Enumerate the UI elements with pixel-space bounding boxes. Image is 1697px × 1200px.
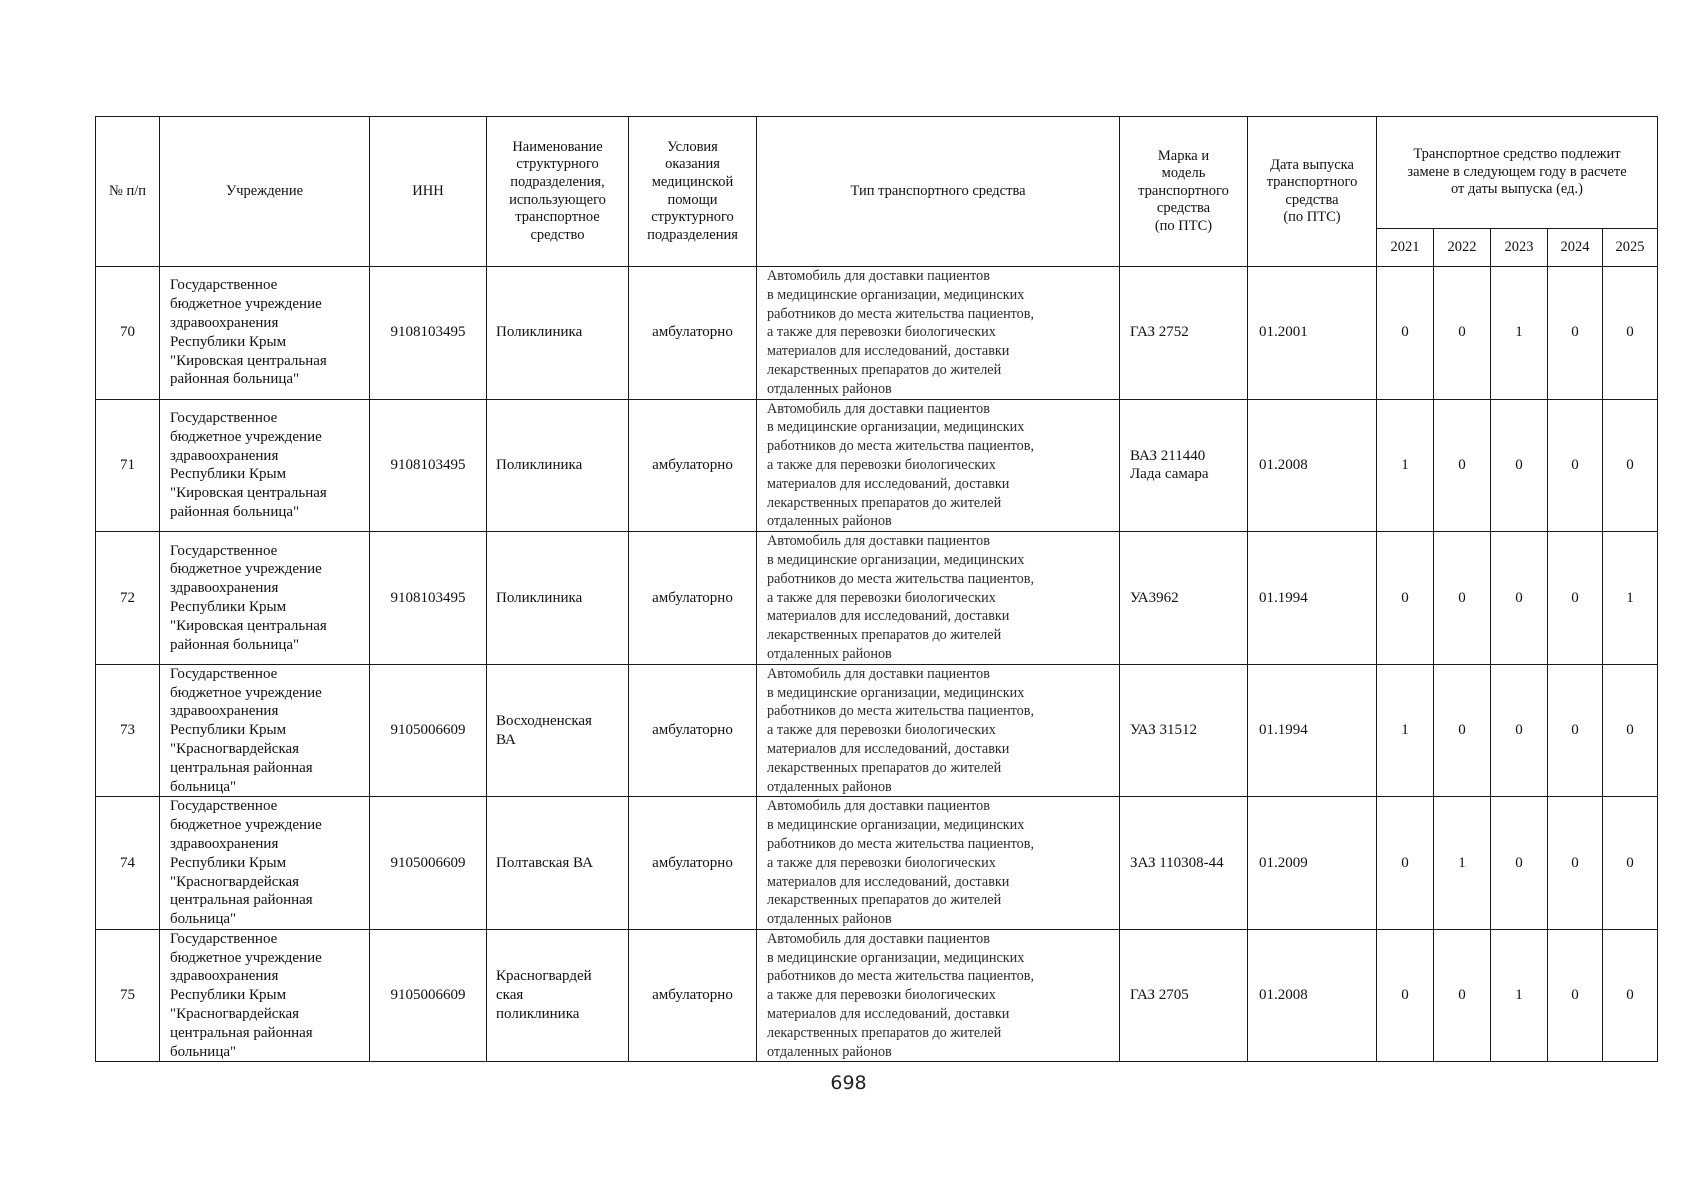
header-year-2024: 2024 <box>1548 229 1603 267</box>
year-2022-cell: 0 <box>1434 399 1491 532</box>
table-row <box>96 267 1658 400</box>
institution-cell: Государственное бюджетное учреждение здравоохранения Республики Крым "Кировская центральная районная больница" <box>160 532 370 665</box>
year-2025-cell: 0 <box>1603 797 1658 930</box>
header-num: № п/п <box>96 117 160 267</box>
release-date-cell: 01.1994 <box>1248 664 1377 797</box>
header-year-2025: 2025 <box>1603 229 1658 267</box>
year-2025-cell: 0 <box>1603 399 1658 532</box>
model-cell: ГАЗ 2752 <box>1120 267 1248 400</box>
institution-cell: Государственное бюджетное учреждение здравоохранения Республики Крым "Кировская центральная районная больница" <box>160 267 370 400</box>
header-conditions: Условия оказания медицинской помощи структурного подразделения <box>629 117 757 267</box>
vehicle-type-cell: Автомобиль для доставки пациентов в медицинские организации, медицинских работников до места жительства пациентов, а также для перевозки биологических материалов для исследований, доставки лекарственных препаратов до жителей отдаленных районов <box>757 797 1120 930</box>
header-replacement-group: Транспортное средство подлежит замене в следующем году в расчете от даты выпуска (ед.) <box>1377 117 1658 229</box>
vehicle-type-cell: Автомобиль для доставки пациентов в медицинские организации, медицинских работников до места жительства пациентов, а также для перевозки биологических материалов для исследований, доставки лекарственных препаратов до жителей отдаленных районов <box>757 929 1120 1062</box>
table-row <box>96 797 1658 930</box>
year-2025-cell: 0 <box>1603 664 1658 797</box>
year-2021-cell: 0 <box>1377 267 1434 400</box>
row-number: 72 <box>96 532 160 665</box>
year-2021-cell: 0 <box>1377 797 1434 930</box>
header-release-date: Дата выпуска транспортного средства (по ПТС) <box>1248 117 1377 267</box>
conditions-cell: амбулаторно <box>629 399 757 532</box>
inn-cell: 9105006609 <box>370 929 487 1062</box>
release-date-cell: 01.2008 <box>1248 399 1377 532</box>
table-row <box>96 532 1658 665</box>
unit-cell: Полтавская ВА <box>487 797 629 930</box>
unit-cell: Красногвардей ская поликлиника <box>487 929 629 1062</box>
vehicle-replacement-table <box>95 116 1658 1062</box>
vehicle-type-cell: Автомобиль для доставки пациентов в медицинские организации, медицинских работников до места жительства пациентов, а также для перевозки биологических материалов для исследований, доставки лекарственных препаратов до жителей отдаленных районов <box>757 267 1120 400</box>
header-year-2023: 2023 <box>1491 229 1548 267</box>
year-2023-cell: 0 <box>1491 532 1548 665</box>
institution-cell: Государственное бюджетное учреждение здравоохранения Республики Крым "Красногвардейская центральная районная больница" <box>160 664 370 797</box>
inn-cell: 9108103495 <box>370 399 487 532</box>
institution-cell: Государственное бюджетное учреждение здравоохранения Республики Крым "Красногвардейская центральная районная больница" <box>160 797 370 930</box>
inn-cell: 9108103495 <box>370 267 487 400</box>
model-cell: УА3962 <box>1120 532 1248 665</box>
year-2023-cell: 0 <box>1491 399 1548 532</box>
header-year-2022: 2022 <box>1434 229 1491 267</box>
conditions-cell: амбулаторно <box>629 664 757 797</box>
inn-cell: 9108103495 <box>370 532 487 665</box>
model-cell: ГАЗ 2705 <box>1120 929 1248 1062</box>
inn-cell: 9105006609 <box>370 664 487 797</box>
table-row <box>96 929 1658 1062</box>
year-2024-cell: 0 <box>1548 532 1603 665</box>
year-2024-cell: 0 <box>1548 664 1603 797</box>
model-cell: ВАЗ 211440 Лада самара <box>1120 399 1248 532</box>
unit-cell: Восходненская ВА <box>487 664 629 797</box>
unit-cell: Поликлиника <box>487 532 629 665</box>
row-number: 73 <box>96 664 160 797</box>
table-row <box>96 399 1658 532</box>
header-inn: ИНН <box>370 117 487 267</box>
year-2022-cell: 1 <box>1434 797 1491 930</box>
row-number: 71 <box>96 399 160 532</box>
conditions-cell: амбулаторно <box>629 797 757 930</box>
row-number: 74 <box>96 797 160 930</box>
year-2021-cell: 1 <box>1377 664 1434 797</box>
conditions-cell: амбулаторно <box>629 929 757 1062</box>
institution-cell: Государственное бюджетное учреждение здравоохранения Республики Крым "Красногвардейская центральная районная больница" <box>160 929 370 1062</box>
header-model: Марка и модель транспортного средства (по ПТС) <box>1120 117 1248 267</box>
year-2022-cell: 0 <box>1434 532 1491 665</box>
table-body <box>96 267 1658 1062</box>
year-2022-cell: 0 <box>1434 929 1491 1062</box>
row-number: 70 <box>96 267 160 400</box>
conditions-cell: амбулаторно <box>629 267 757 400</box>
vehicle-type-cell: Автомобиль для доставки пациентов в медицинские организации, медицинских работников до места жительства пациентов, а также для перевозки биологических материалов для исследований, доставки лекарственных препаратов до жителей отдаленных районов <box>757 399 1120 532</box>
page-number: 698 <box>830 1072 867 1094</box>
row-number: 75 <box>96 929 160 1062</box>
vehicle-type-cell: Автомобиль для доставки пациентов в медицинские организации, медицинских работников до места жительства пациентов, а также для перевозки биологических материалов для исследований, доставки лекарственных препаратов до жителей отдаленных районов <box>757 664 1120 797</box>
year-2024-cell: 0 <box>1548 797 1603 930</box>
year-2023-cell: 0 <box>1491 664 1548 797</box>
year-2022-cell: 0 <box>1434 664 1491 797</box>
year-2025-cell: 0 <box>1603 929 1658 1062</box>
model-cell: УАЗ 31512 <box>1120 664 1248 797</box>
year-2024-cell: 0 <box>1548 267 1603 400</box>
year-2024-cell: 0 <box>1548 929 1603 1062</box>
table-header <box>96 117 1658 267</box>
year-2022-cell: 0 <box>1434 267 1491 400</box>
year-2021-cell: 1 <box>1377 399 1434 532</box>
model-cell: ЗАЗ 110308-44 <box>1120 797 1248 930</box>
header-unit: Наименование структурного подразделения, использующего транспортное средство <box>487 117 629 267</box>
table-row <box>96 664 1658 797</box>
year-2023-cell: 0 <box>1491 797 1548 930</box>
header-institution: Учреждение <box>160 117 370 267</box>
unit-cell: Поликлиника <box>487 267 629 400</box>
year-2023-cell: 1 <box>1491 267 1548 400</box>
year-2023-cell: 1 <box>1491 929 1548 1062</box>
inn-cell: 9105006609 <box>370 797 487 930</box>
header-year-2021: 2021 <box>1377 229 1434 267</box>
release-date-cell: 01.2008 <box>1248 929 1377 1062</box>
release-date-cell: 01.1994 <box>1248 532 1377 665</box>
year-2021-cell: 0 <box>1377 532 1434 665</box>
header-vehicle-type: Тип транспортного средства <box>757 117 1120 267</box>
year-2021-cell: 0 <box>1377 929 1434 1062</box>
year-2025-cell: 1 <box>1603 532 1658 665</box>
release-date-cell: 01.2001 <box>1248 267 1377 400</box>
institution-cell: Государственное бюджетное учреждение здравоохранения Республики Крым "Кировская центральная районная больница" <box>160 399 370 532</box>
year-2025-cell: 0 <box>1603 267 1658 400</box>
conditions-cell: амбулаторно <box>629 532 757 665</box>
year-2024-cell: 0 <box>1548 399 1603 532</box>
vehicle-type-cell: Автомобиль для доставки пациентов в медицинские организации, медицинских работников до места жительства пациентов, а также для перевозки биологических материалов для исследований, доставки лекарственных препаратов до жителей отдаленных районов <box>757 532 1120 665</box>
unit-cell: Поликлиника <box>487 399 629 532</box>
release-date-cell: 01.2009 <box>1248 797 1377 930</box>
